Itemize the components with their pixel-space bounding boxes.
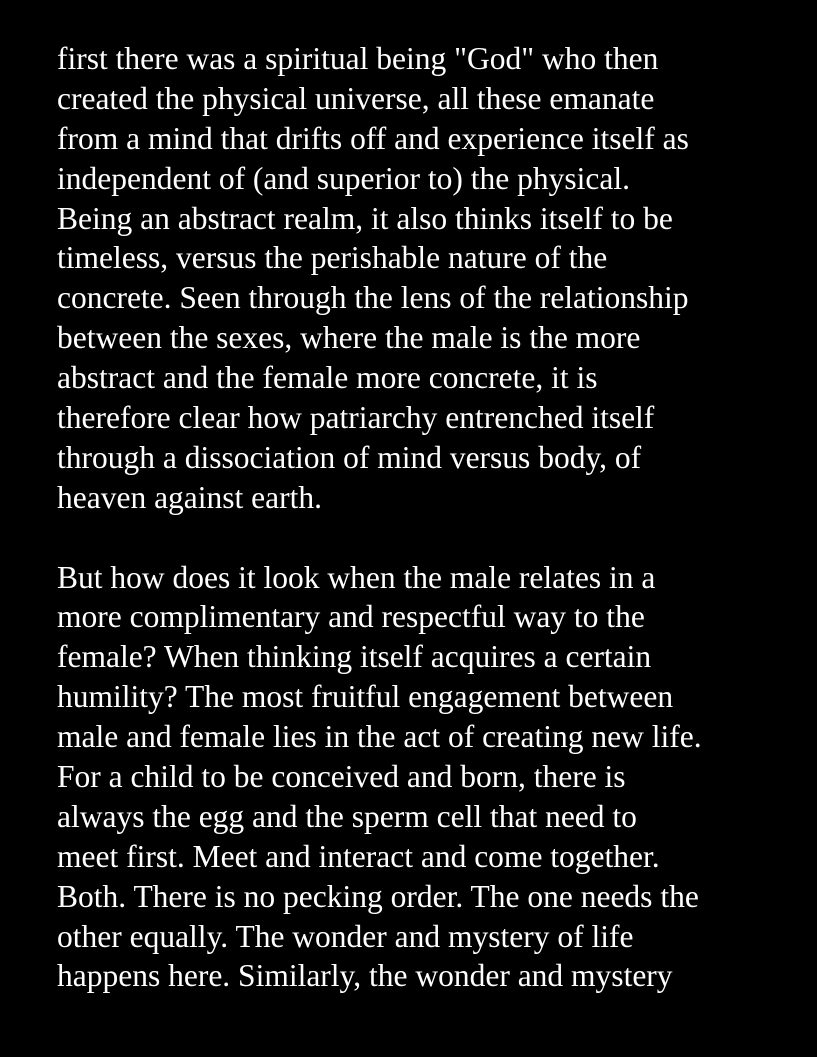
text-line: therefore clear how patriarchy entrenched itself	[57, 400, 655, 436]
text-line: happens here. Similarly, the wonder and mystery	[57, 958, 673, 994]
text-line: through a dissociation of mind versus body, of	[57, 439, 642, 475]
text-line: from a mind that drifts off and experience itself as	[57, 120, 689, 156]
text-line: Being an abstract realm, it also thinks itself to be	[57, 200, 673, 236]
text-line: between the sexes, where the male is the more	[57, 320, 641, 356]
text-line: abstract and the female more concrete, it is	[57, 360, 598, 396]
text-line: meet first. Meet and interact and come together.	[57, 838, 660, 874]
text-line: timeless, versus the perishable nature of the	[57, 240, 608, 276]
paragraph-1	[57, 39, 797, 518]
text-line: heaven against earth.	[57, 479, 322, 515]
text-line: always the egg and the sperm cell that need to	[57, 798, 637, 834]
text-line: more complimentary and respectful way to the	[57, 599, 645, 635]
paragraph-2	[57, 558, 797, 997]
text-line: independent of (and superior to) the physical.	[57, 160, 630, 196]
text-line: Both. There is no pecking order. The one needs the	[57, 878, 699, 914]
text-line: male and female lies in the act of creating new life.	[57, 719, 702, 755]
text-line: For a child to be conceived and born, there is	[57, 759, 626, 795]
text-line: female? When thinking itself acquires a certain	[57, 639, 652, 675]
text-line: concrete. Seen through the lens of the relationship	[57, 280, 689, 316]
text-line: But how does it look when the male relates in a	[57, 559, 656, 595]
text-line: humility? The most fruitful engagement between	[57, 679, 674, 715]
text-line: first there was a spiritual being "God" who then	[57, 41, 659, 76]
document-page	[57, 39, 797, 996]
text-line: other equally. The wonder and mystery of life	[57, 918, 634, 954]
text-line: created the physical universe, all these emanate	[57, 80, 655, 116]
